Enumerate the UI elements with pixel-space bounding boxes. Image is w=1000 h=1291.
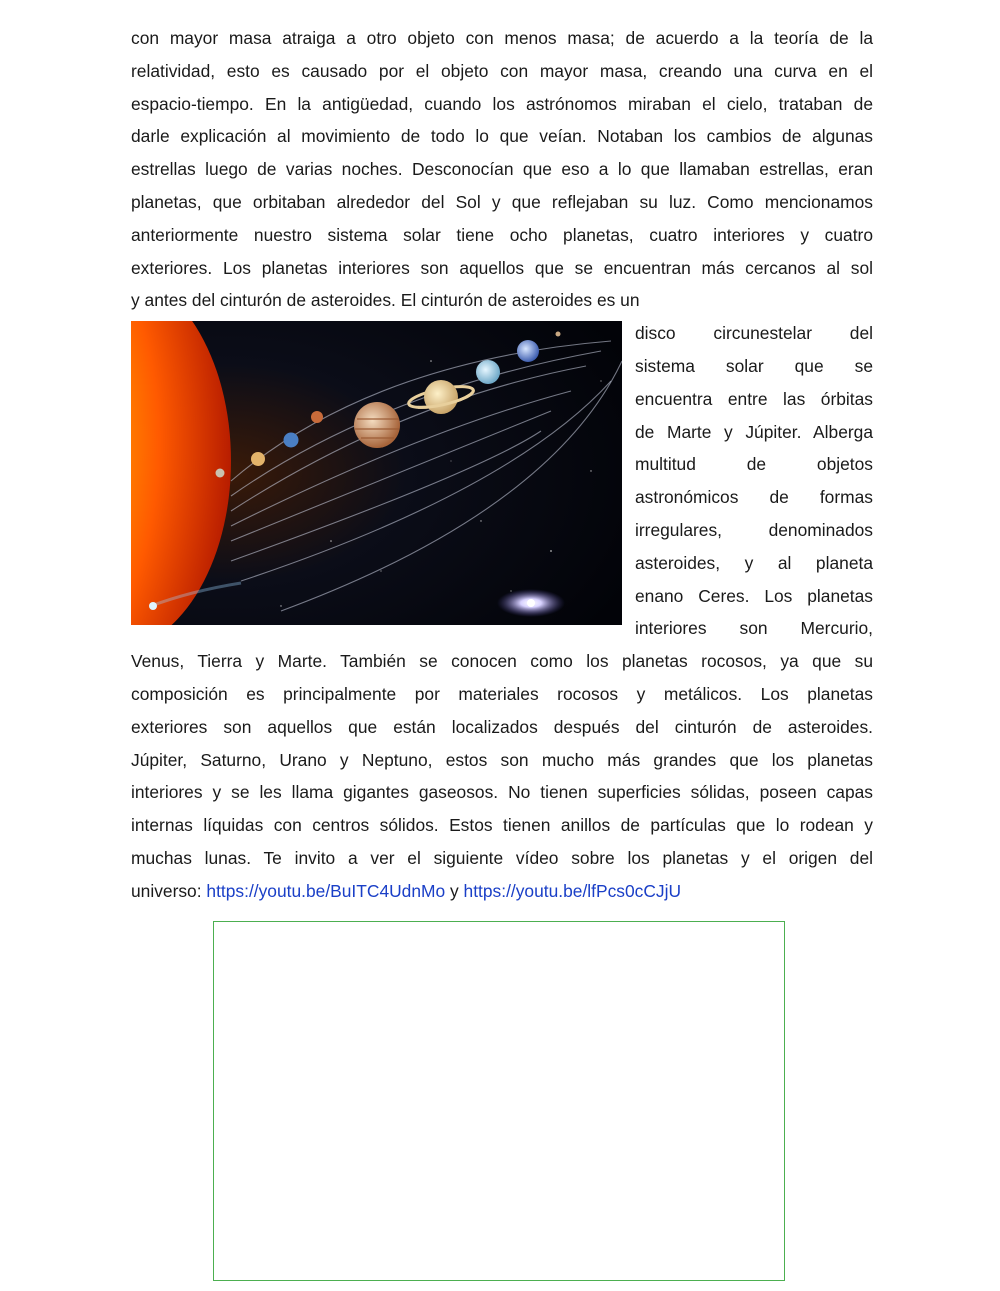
text-line: y antes del cinturón de asteroides. El cinturón de asteroides es un xyxy=(131,290,640,311)
video-link-2[interactable]: https://youtu.be/lfPcs0cCJjU xyxy=(463,880,682,901)
text-line: disco circunestelar del xyxy=(635,323,873,344)
solar-system-illustration-icon xyxy=(131,321,622,625)
solar-system-image xyxy=(131,321,622,625)
document-page xyxy=(131,22,873,908)
side-paragraph xyxy=(635,317,873,645)
text-line: planetas, que orbitaban alrededor del Sol y que reflejaban su luz. Como mencionamos xyxy=(131,191,873,212)
text-line: sistema solar que se xyxy=(635,355,873,376)
text-line: relatividad, esto es causado por el objeto con mayor masa, creando una curva en el xyxy=(131,60,873,81)
text-line: interiores son Mercurio, xyxy=(635,618,873,639)
text-line-links xyxy=(131,875,873,908)
text-line: encuentra entre las órbitas xyxy=(635,388,873,409)
text-line: exteriores. Los planetas interiores son aquellos que se encuentran más cercanos al sol xyxy=(131,257,873,278)
text-line: espacio-tiempo. En la antigüedad, cuando los astrónomos miraban el cielo, trataban de xyxy=(131,93,873,114)
text-line: exteriores son aquellos que están localizados después del cinturón de asteroides. xyxy=(131,716,873,737)
text-line: Venus, Tierra y Marte. También se conocen como los planetas rocosos, ya que su xyxy=(131,651,873,672)
paragraph-top xyxy=(131,22,873,317)
paragraph-bottom xyxy=(131,645,873,907)
text-line: irregulares, denominados xyxy=(635,519,873,540)
text-line: interiores y se les llama gigantes gaseosos. No tienen superficies sólidas, poseen capas xyxy=(131,782,873,803)
text-line: asteroides, y al planeta xyxy=(635,552,873,573)
video-embed-placeholder[interactable] xyxy=(213,921,785,1281)
text-line: multitud de objetos xyxy=(635,454,873,475)
text-line: composición es principalmente por materiales rocosos y metálicos. Los planetas xyxy=(131,683,873,704)
figure-row xyxy=(131,317,873,645)
text-line: Júpiter, Saturno, Urano y Neptuno, estos son mucho más grandes que los planetas xyxy=(131,749,873,770)
text-line: muchas lunas. Te invito a ver el siguiente vídeo sobre los planetas y el origen del xyxy=(131,847,873,868)
text-line: astronómicos de formas xyxy=(635,487,873,508)
text-line: enano Ceres. Los planetas xyxy=(635,585,873,606)
text-line: de Marte y Júpiter. Alberga xyxy=(635,421,873,442)
link-connector: y xyxy=(445,880,464,901)
text-line: internas líquidas con centros sólidos. Estos tienen anillos de partículas que lo rodean y xyxy=(131,815,873,836)
text-line: darle explicación al movimiento de todo lo que veían. Notaban los cambios de algunas xyxy=(131,126,873,147)
video-link-1[interactable]: https://youtu.be/BuITC4UdnMo xyxy=(206,880,446,901)
text-line: con mayor masa atraiga a otro objeto con menos masa; de acuerdo a la teoría de la xyxy=(131,28,873,48)
text-line: estrellas luego de varias noches. Desconocían que eso a lo que llamaban estrellas, eran xyxy=(131,159,873,180)
universe-prefix: universo: xyxy=(131,880,207,901)
text-line: anteriormente nuestro sistema solar tiene ocho planetas, cuatro interiores y cuatro xyxy=(131,224,873,245)
